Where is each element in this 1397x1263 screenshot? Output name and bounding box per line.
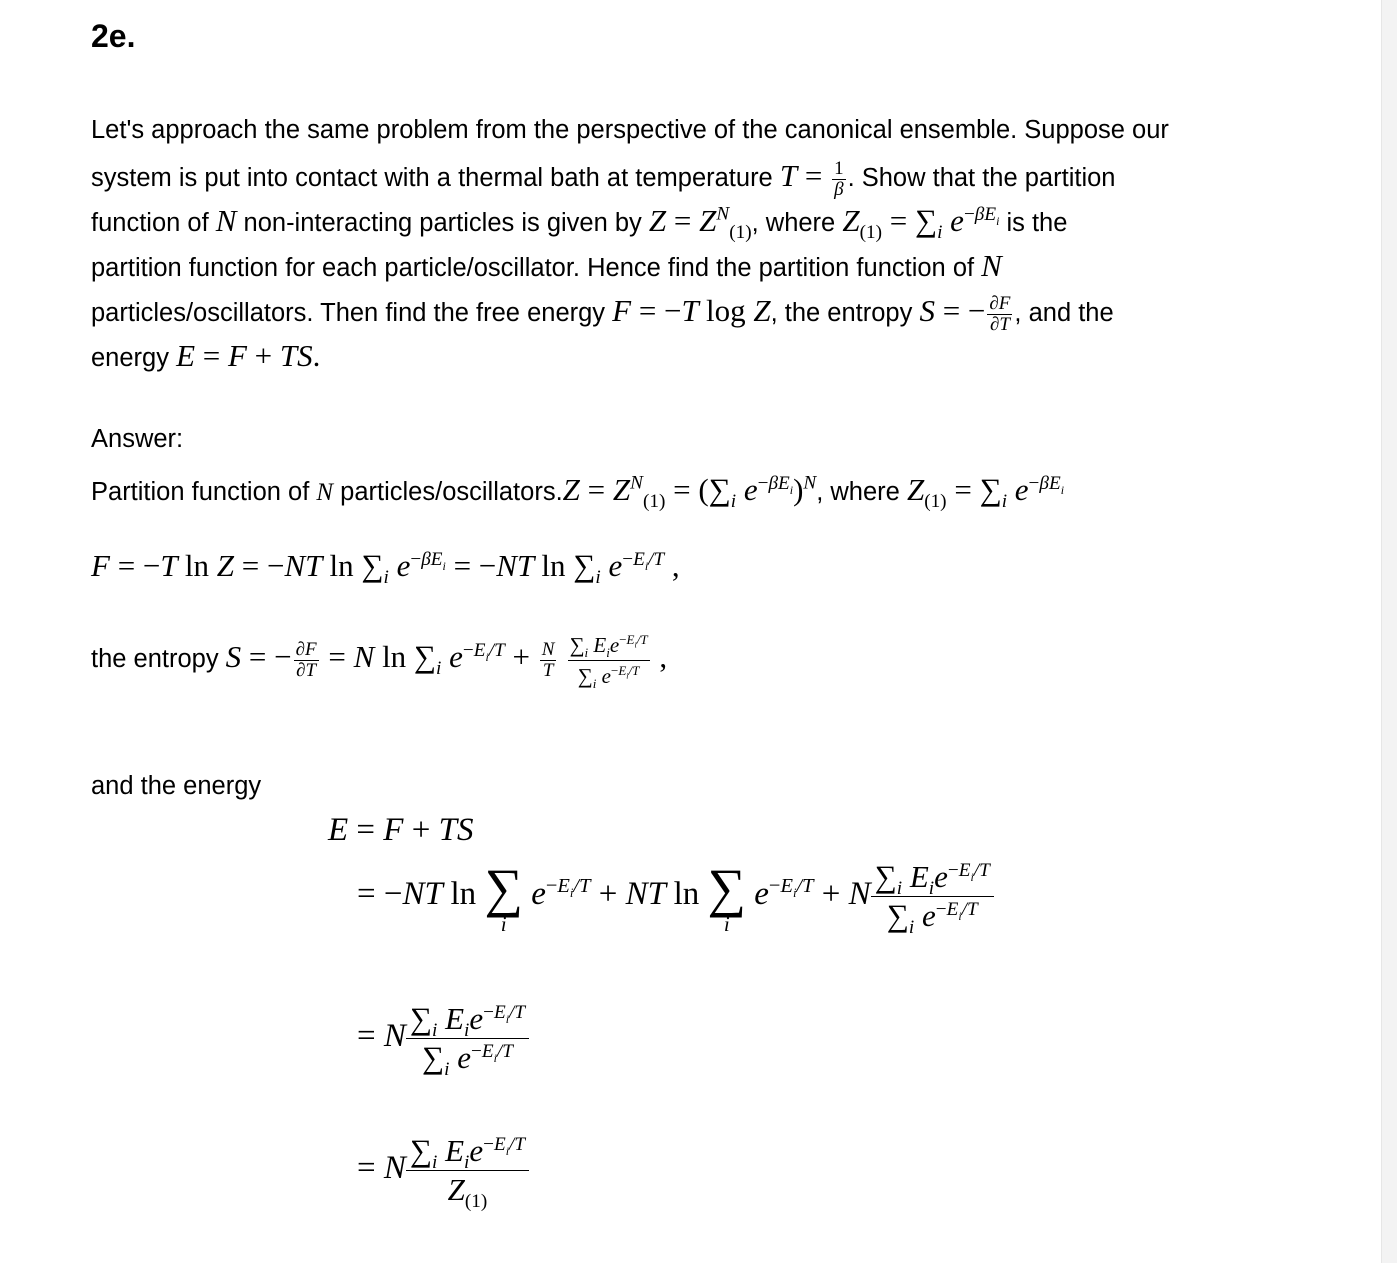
math-fraction: $\frac{\sum_i E_ie^{-E_i/T}}{\sum_i e^{-E_i/T}}$ — [569, 632, 648, 692]
answer-entropy — [91, 630, 667, 691]
math-expression: S = − — [225, 639, 292, 675]
math-var: N — [981, 248, 1002, 283]
math-expression: $Z_{(1)} = \sum_i$ $e^{-\beta E_i}$ — [842, 203, 1000, 244]
math-expression: F = −T log Z — [612, 293, 771, 328]
answer-text: the entropy — [91, 645, 226, 674]
math-fraction: $\frac{N}{T}$ — [541, 639, 555, 681]
sum-symbol: ∑ i — [707, 857, 747, 936]
energy-eq-line-4: = N $\frac{\sum_i E_ie^{-E_i/T}}{Z_{(1)}}$ — [357, 1132, 529, 1209]
problem-text: , where — [751, 209, 843, 237]
problem-text: particles/oscillators. Then find the free energy — [91, 299, 613, 327]
problem-line — [91, 333, 1291, 378]
answer-text: particles/oscillators. — [333, 478, 563, 506]
answer-text: Partition function of — [91, 478, 317, 506]
math-expression: = N $\ln \sum_i$ $e^{-E_i/T}$ + — [320, 639, 531, 680]
math-temperature: T — [779, 158, 798, 193]
math-expression: S = − — [919, 293, 986, 328]
math-fraction: $\frac{\sum_i E_ie^{-E_i/T}}{Z_{(1)}}$ — [406, 1132, 529, 1209]
answer-free-energy — [91, 548, 680, 589]
energy-eq-line-3: = N $\frac{\sum_i E_ie^{-E_i/T}}{\sum_i e^{-E_i/T}}$ — [357, 1000, 529, 1077]
math-expression: $Z = Z^N_{(1)} = (\sum_i$ $e^{-\beta E_i})^N$ — [562, 472, 817, 513]
problem-text: function of — [91, 209, 216, 237]
math-op: , — [651, 639, 668, 675]
math-fraction: $\frac{1}{\beta}$ — [834, 157, 844, 200]
problem-line — [91, 198, 1291, 243]
math-fraction: $\frac{\partial F}{\partial T}$ — [989, 292, 1011, 335]
problem-text: , and the — [1014, 299, 1114, 327]
sum-symbol: ∑ i — [484, 857, 523, 936]
energy-label: and the energy — [91, 772, 262, 800]
answer-text: , where — [816, 478, 907, 506]
math-expression: $Z_{(1)} = \sum_i$ $e^{-\beta E_i}$ — [906, 472, 1064, 513]
energy-eq-line-1: E = F + TS — [328, 812, 474, 848]
problem-text: system is put into contact with a thermal bath at temperature — [91, 164, 780, 192]
problem-text: energy — [91, 344, 177, 372]
answer-label: Answer: — [91, 425, 184, 453]
answer-partition-function — [91, 472, 1064, 513]
math-fraction: $\frac{\partial F}{\partial T}$ — [295, 639, 317, 681]
problem-text: is the — [999, 209, 1068, 237]
problem-text: Let's approach the same problem from the perspective of the canonical ensemble. Suppose our — [91, 116, 1169, 144]
math-fraction: $\frac{\sum_i E_ie^{-E_i/T}}{\sum_i e^{-E_i/T}}$ — [871, 858, 994, 935]
scrollbar[interactable] — [1381, 0, 1397, 1263]
math-var: N — [215, 203, 237, 238]
math-op: = — [797, 158, 831, 193]
math-expression: $Z = Z^N_{(1)}$ — [648, 203, 752, 244]
math-expression: F = −T ln Z = −NT $\ln \sum_i$ $e^{-\beta E_i} = -NT$ $\ln \sum_i$ $e^{-E_i/T}$ , — [91, 548, 680, 589]
math-expression: E = F + TS. — [176, 338, 321, 373]
problem-line — [91, 243, 1291, 288]
problem-line — [91, 153, 1291, 198]
math-var: N — [316, 479, 334, 506]
section-heading: 2e. — [91, 18, 136, 54]
math-fraction: $\frac{\sum_i E_ie^{-E_i/T}}{\sum_i e^{-E_i/T}}$ — [406, 1000, 529, 1077]
problem-line — [91, 288, 1291, 333]
energy-eq-line-2: = −NT ln ∑ i $e^{-E_i/T}$ + NT ln ∑ i $e^{-E_i/T} + N$ $\frac{\sum_i E_ie^{-E_i/T}}{\sum_i e^{-E_i/T}}$ — [357, 858, 994, 935]
problem-text: partition function for each particle/oscillator. Hence find the partition function of — [91, 254, 982, 282]
problem-statement — [91, 108, 1291, 378]
problem-text: . Show that the partition — [847, 164, 1116, 192]
problem-text: non-interacting particles is given by — [236, 209, 649, 237]
problem-line — [91, 108, 1291, 153]
problem-text: , the entropy — [770, 299, 920, 327]
